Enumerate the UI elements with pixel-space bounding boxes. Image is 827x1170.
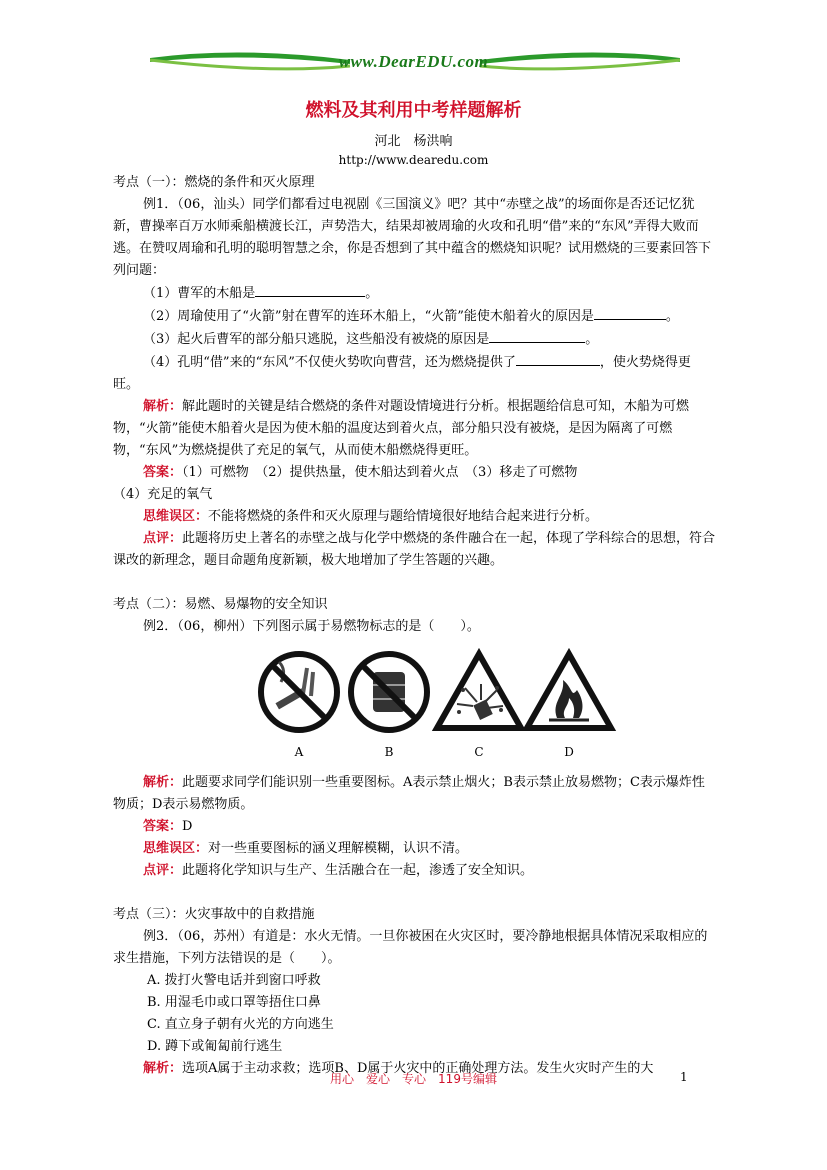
- flammable-sign-icon: [527, 654, 611, 728]
- section1-heading: 考点（一）：燃烧的条件和灭火原理: [113, 175, 315, 190]
- page-number: 1: [680, 1070, 688, 1084]
- answer-blank: [594, 305, 666, 320]
- no-flammables-sign-icon: [351, 654, 427, 730]
- answer2-text: D: [182, 819, 193, 834]
- question3-end: 。: [585, 332, 599, 347]
- analysis2-text: 此题要求同学们能识别一些重要图标。A表示禁止烟火；B表示禁止放易燃物；C表示爆炸性物质；D表示易燃物质。: [113, 775, 705, 812]
- answer2: [113, 816, 716, 838]
- comment-label: 点评：: [143, 531, 183, 546]
- source-url: http://www.dearedu.com: [338, 153, 489, 167]
- question4-end: ，使火势烧得更旺。: [113, 355, 691, 392]
- answer-label: 答案：: [143, 465, 183, 480]
- answer1: [113, 462, 716, 484]
- document-body: [113, 172, 716, 1080]
- safety-signs-graphic: [113, 644, 716, 764]
- mistake-label: 思维误区：: [143, 509, 209, 524]
- answer-label: 答案：: [143, 819, 183, 834]
- question1-text: （1）曹军的木船是: [143, 286, 256, 301]
- safety-signs-figure: [113, 644, 716, 764]
- mistake2: [113, 838, 716, 860]
- answer-blank: [255, 282, 365, 297]
- analysis-label: 解析：: [143, 1061, 183, 1076]
- mistake1: [113, 506, 716, 528]
- analysis-label: 解析：: [143, 399, 183, 414]
- example1-text: 例1．（06，汕头）同学们都看过电视剧《三国演义》吧？其中“赤壁之战”的场面你是否还记忆犹新，曹操率百万水师乘船横渡长江，声势浩大，结果却被周瑜的火攻和孔明“借”来的“东风”弄得大败而逃。在赞叹周瑜和孔明的聪明智慧之余，你是否想到了其中蕴含的燃烧知识呢？试用燃烧的三要素回答下列问题：: [113, 197, 712, 278]
- analysis1: [113, 396, 716, 462]
- author-line: 河北 杨洪响: [374, 134, 453, 149]
- section3-heading: 考点（三）：火灾事故中的自救措施: [113, 907, 315, 922]
- example3-text: 例3．（06，苏州）有道是：水火无情。一旦你被困在火灾区时，要冷静地根据具体情况采取相应的求生措施，下列方法错误的是（ ）。: [113, 929, 708, 966]
- comment2: [113, 860, 716, 882]
- sign-label-d: D: [564, 745, 574, 759]
- comment1: [113, 528, 716, 572]
- comment-label: 点评：: [143, 863, 183, 878]
- question1-end: 。: [365, 286, 379, 301]
- question4: [113, 351, 716, 396]
- mistake2-text: 对一些重要图标的涵义理解模糊，认识不清。: [208, 841, 469, 856]
- section2-heading: 考点（二）：易燃、易爆物的安全知识: [113, 597, 328, 612]
- answer-blank: [489, 328, 585, 343]
- question2-end: 。: [665, 309, 679, 324]
- mistake-label: 思维误区：: [143, 841, 209, 856]
- question2-text: （2）周瑜使用了“火箭”射在曹军的连环木船上，“火箭”能使木船着火的原因是: [143, 309, 594, 324]
- answer1-text: （1）可燃物 （2）提供热量，使木船达到着火点 （3）移走了可燃物: [182, 465, 578, 480]
- question3: [113, 328, 716, 351]
- footer-slogan: 用心 爱心 专心 119号编辑: [330, 1072, 497, 1086]
- question3-text: （3）起火后曹军的部分船只逃脱，这些船没有被烧的原因是: [143, 332, 490, 347]
- explosive-sign-icon: [437, 654, 521, 728]
- answer1-continued: （4）充足的氧气: [113, 487, 213, 502]
- analysis2: [113, 772, 716, 816]
- page-title: 燃料及其利用中考样题解析: [305, 100, 522, 121]
- analysis3-text: 选项A属于主动求救；选项B、D属于火灾中的正确处理方法。发生火灾时产生的大: [182, 1061, 654, 1076]
- analysis-label: 解析：: [143, 775, 183, 790]
- question2: [113, 305, 716, 328]
- option-b: B. 用湿毛巾或口罩等捂住口鼻: [147, 995, 321, 1010]
- sign-label-b: B: [384, 745, 394, 759]
- question4-text: （4）孔明“借”来的“东风”不仅使火势吹向曹营，还为燃烧提供了: [143, 355, 516, 370]
- comment1-text: 此题将历史上著名的赤壁之战与化学中燃烧的条件融合在一起，体现了学科综合的思想，符合课改的新理念，题目命题角度新颖，极大地增加了学生答题的兴趣。: [113, 531, 716, 568]
- example2-text: 例2．（06，柳州）下列图示属于易燃物标志的是（ ）。: [143, 619, 480, 634]
- option-d: D. 蹲下或匍匐前行逃生: [147, 1039, 283, 1054]
- analysis1-text: 解此题时的关键是结合燃烧的条件对题设情境进行分析。根据题给信息可知，木船为可燃物，“火箭”能使木船着火是因为使木船的温度达到着火点，部分船只没有被烧，是因为隔离了可燃物，“东风”为燃烧提供了充足的氧气，从而使木船燃烧得更旺。: [113, 399, 690, 458]
- question1: [113, 282, 716, 305]
- option-a: A. 拨打火警电话并到窗口呼救: [147, 973, 321, 988]
- mistake1-text: 不能将燃烧的条件和灭火原理与题给情境很好地结合起来进行分析。: [208, 509, 599, 524]
- option-c: C. 直立身子朝有火光的方向逃生: [147, 1017, 334, 1032]
- site-logo-text: www.DearEDU.com: [338, 52, 489, 71]
- comment2-text: 此题将化学知识与生产、生活融合在一起，渗透了安全知识。: [182, 863, 534, 878]
- no-smoking-sign-icon: [261, 654, 337, 730]
- answer-blank: [516, 351, 600, 366]
- sign-label-c: C: [474, 745, 484, 759]
- sign-label-a: A: [294, 745, 304, 759]
